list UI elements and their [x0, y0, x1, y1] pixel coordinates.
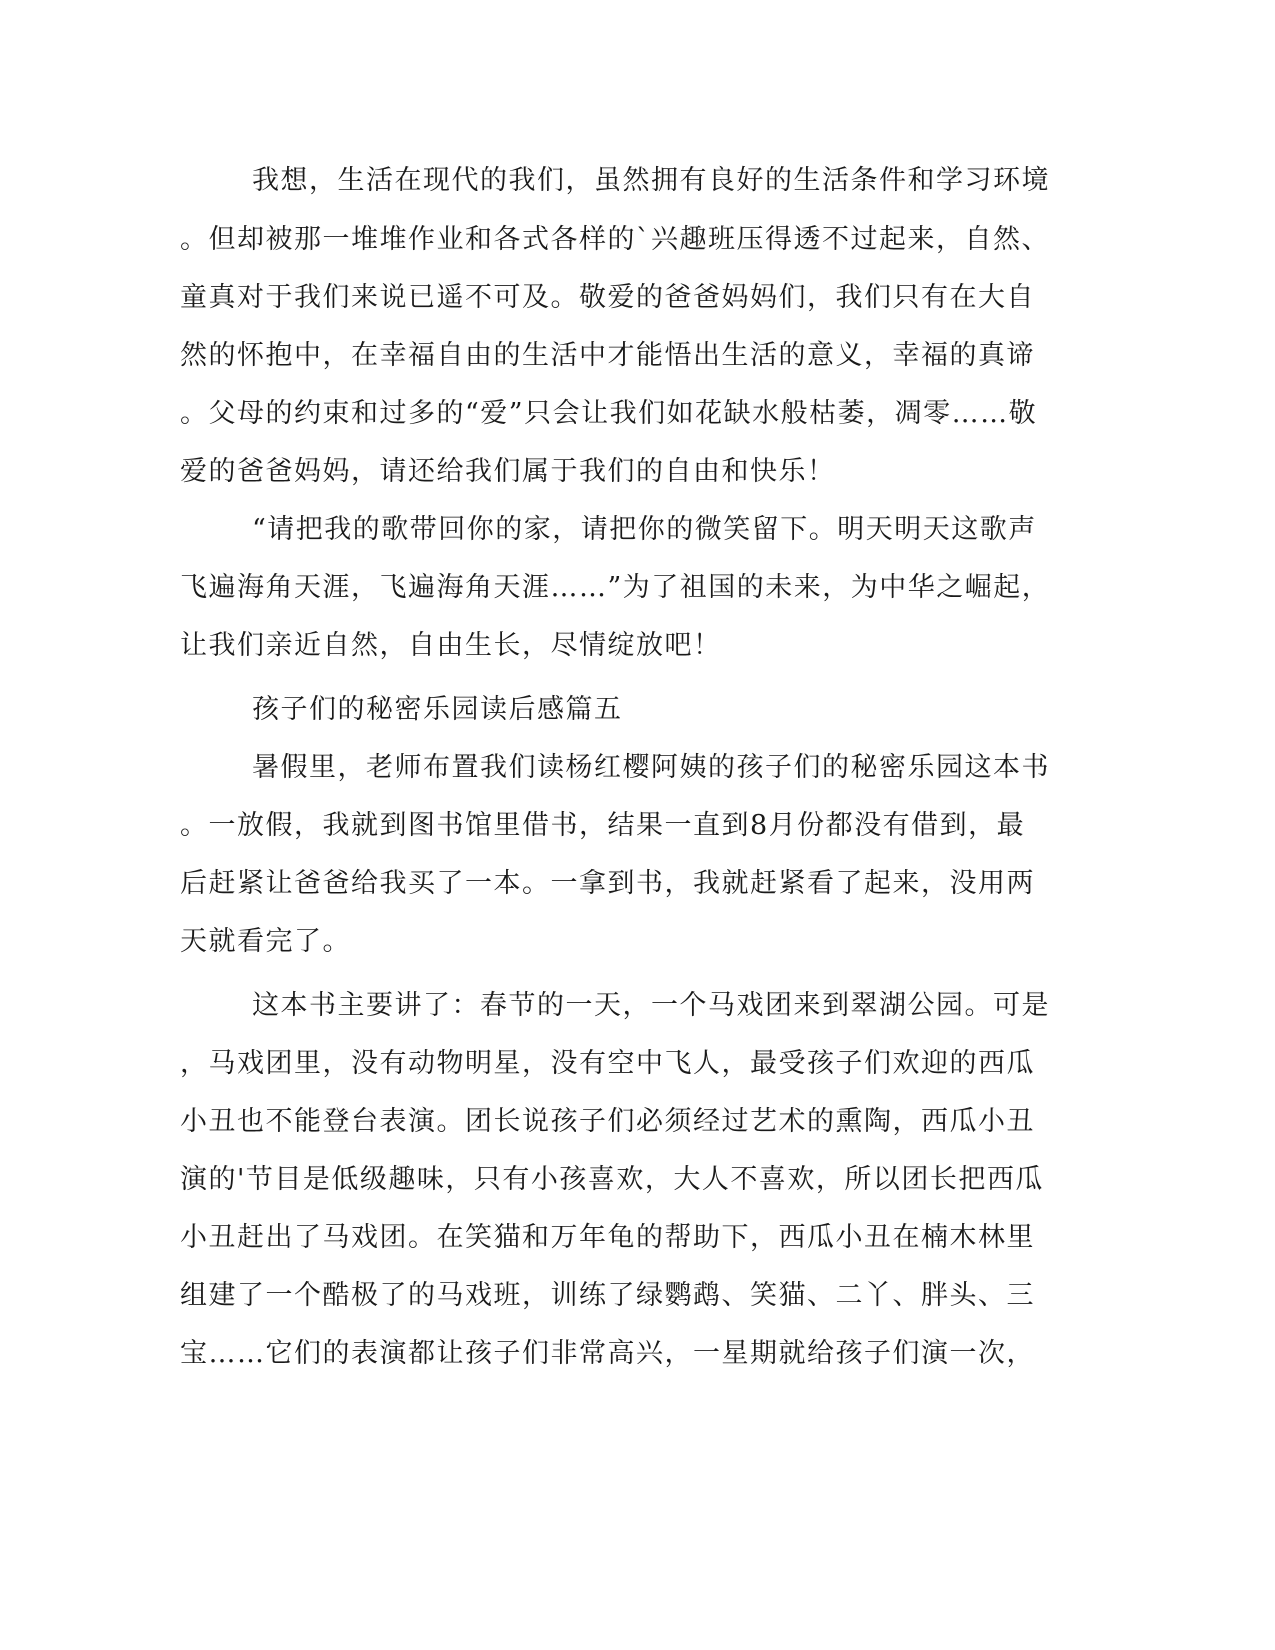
line-text: 飞遍海角天涯，飞遍海角天涯……”为了祖国的未来，为中华之崛起， — [180, 572, 1051, 603]
text-line — [0, 336, 1275, 376]
line-text: 。一放假，我就到图书馆里借书，结果一直到8月份都没有借到，最 — [180, 810, 1026, 841]
line-text: 。父母的约束和过多的“爱”只会让我们如花缺水般枯萎，凋零……敬 — [180, 398, 1038, 429]
text-line — [0, 1276, 1275, 1316]
text-line — [0, 748, 1275, 788]
line-text: 让我们亲近自然，自由生长，尽情绽放吧！ — [180, 630, 722, 661]
text-line — [0, 161, 1275, 201]
text-line — [0, 1102, 1275, 1142]
line-text: 然的怀抱中，在幸福自由的生活中才能悟出生活的意义，幸福的真谛 — [180, 340, 1035, 371]
line-text: 演的'节目是低级趣味，只有小孩喜欢，大人不喜欢，所以团长把西瓜 — [180, 1164, 1044, 1195]
text-line — [0, 1334, 1275, 1374]
line-text: 宝……它们的表演都让孩子们非常高兴，一星期就给孩子们演一次， — [180, 1338, 1035, 1369]
line-text: ，马戏团里，没有动物明星，没有空中飞人，最受孩子们欢迎的西瓜 — [180, 1048, 1035, 1079]
line-text: 组建了一个酷极了的马戏班，训练了绿鹦鹉、笑猫、二丫、胖头、三 — [180, 1280, 1035, 1311]
line-text: 这本书主要讲了：春节的一天，一个马戏团来到翠湖公园。可是 — [252, 990, 1050, 1021]
text-line — [0, 452, 1275, 492]
heading-text: 孩子们的秘密乐园读后感篇五 — [252, 694, 623, 725]
text-line — [0, 1044, 1275, 1084]
text-line — [0, 1160, 1275, 1200]
section-heading — [0, 690, 1275, 730]
text-line — [0, 864, 1275, 904]
text-line — [0, 510, 1275, 550]
text-line — [0, 394, 1275, 434]
line-text: 天就看完了。 — [180, 926, 351, 957]
text-line — [0, 986, 1275, 1026]
line-text: 童真对于我们来说已遥不可及。敬爱的爸爸妈妈们，我们只有在大自 — [180, 282, 1035, 313]
text-line — [0, 568, 1275, 608]
text-line — [0, 278, 1275, 318]
text-line — [0, 922, 1275, 962]
text-line — [0, 1218, 1275, 1258]
text-line — [0, 626, 1275, 666]
line-text: “请把我的歌带回你的家，请把你的微笑留下。明天明天这歌声 — [252, 514, 1037, 545]
line-text: 小丑赶出了马戏团。在笑猫和万年龟的帮助下，西瓜小丑在楠木林里 — [180, 1222, 1035, 1253]
line-text: 暑假里，老师布置我们读杨红樱阿姨的孩子们的秘密乐园这本书 — [252, 752, 1050, 783]
line-text: 我想，生活在现代的我们，虽然拥有良好的生活条件和学习环境 — [252, 165, 1050, 196]
line-text: 后赶紧让爸爸给我买了一本。一拿到书，我就赶紧看了起来，没用两 — [180, 868, 1035, 899]
line-text: 小丑也不能登台表演。团长说孩子们必须经过艺术的熏陶，西瓜小丑 — [180, 1106, 1035, 1137]
text-line — [0, 806, 1275, 846]
line-text: 爱的爸爸妈妈，请还给我们属于我们的自由和快乐！ — [180, 456, 836, 487]
text-line — [0, 220, 1275, 260]
line-text: 。但却被那一堆堆作业和各式各样的`兴趣班压得透不过起来，自然、 — [180, 224, 1050, 255]
